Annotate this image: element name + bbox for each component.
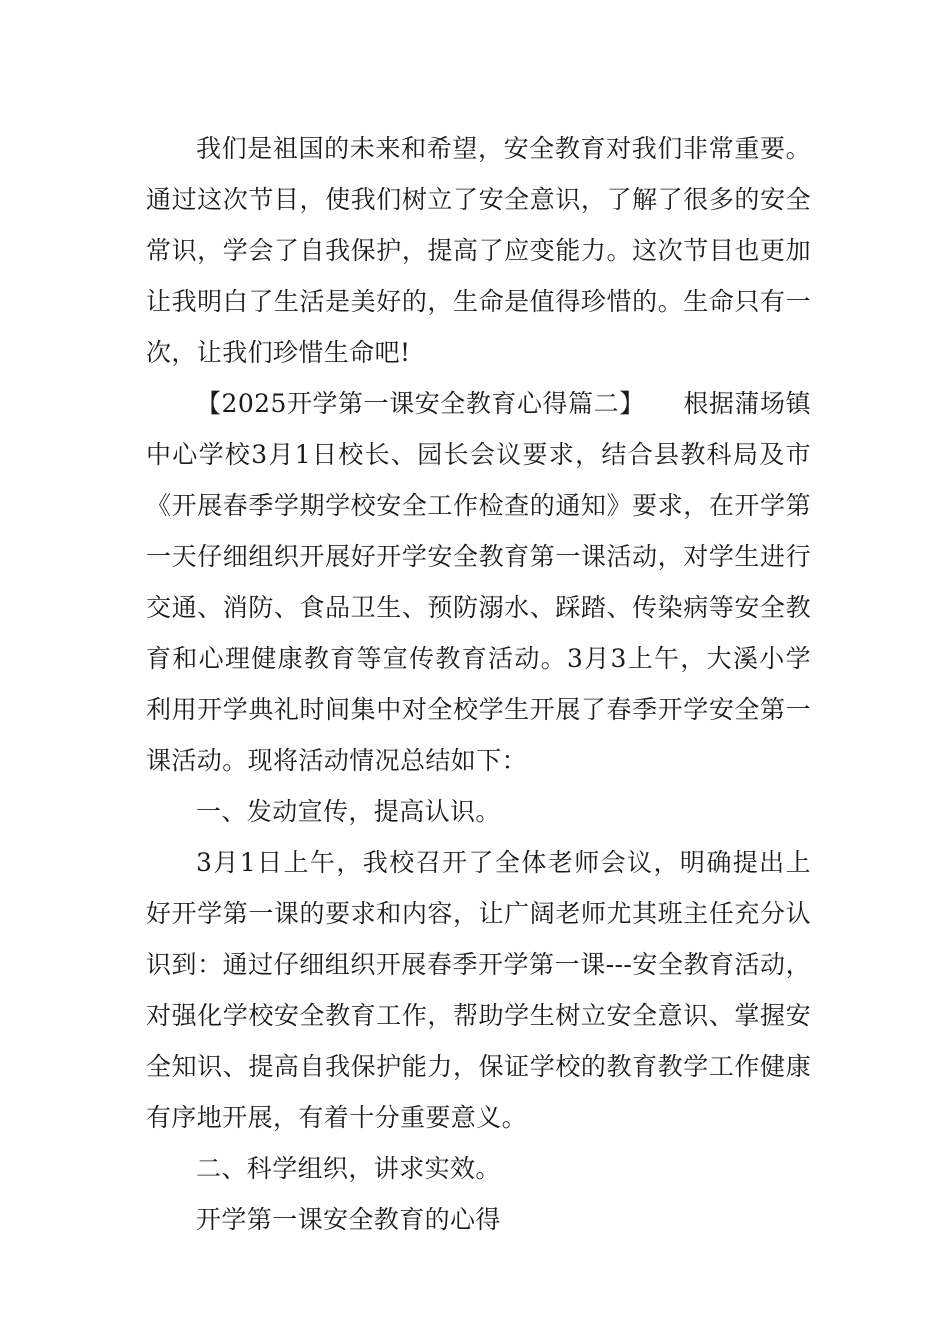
paragraph-teacher-meeting: 3月1日上午，我校召开了全体老师会议，明确提出上好开学第一课的要求和内容，让广阔老师尤其班主任充分认识到：通过仔细组织开展春季开学第一课---安全教育活动，对强化学校安全教育工作，帮助学生树立安全意识、掌握安全知识、提高自我保护能力，保证学校的教育教学工作健康有序地开展，有着十分重要意义。 [146, 848, 811, 1132]
section-heading-two: 二、科学组织，讲求实效。 [196, 1154, 501, 1183]
paragraph-closing-title: 开学第一课安全教育的心得 [196, 1205, 501, 1234]
section-heading-one: 一、发动宣传，提高认识。 [196, 797, 501, 826]
document-body [146, 123, 811, 1245]
paragraph-safety-importance: 我们是祖国的未来和希望，安全教育对我们非常重要。通过这次节目，使我们树立了安全意识，了解了很多的安全常识，学会了自我保护，提高了应变能力。这次节目也更加让我明白了生活是美好的，生命是值得珍惜的。生命只有一次，让我们珍惜生命吧! [146, 134, 811, 367]
paragraph-part-two-intro: 【2025开学第一课安全教育心得篇二】 根据蒲场镇中心学校3月1日校长、园长会议要求，结合县教科局及市《开展春季学期学校安全工作检查的通知》要求，在开学第一天仔细组织开展好开学安全教育第一课活动，对学生进行交通、消防、食品卫生、预防溺水、踩踏、传染病等安全教育和心理健康教育等宣传教育活动。3月3上午，大溪小学利用开学典礼时间集中对全校学生开展了春季开学安全第一课活动。现将活动情况总结如下： [146, 389, 811, 775]
